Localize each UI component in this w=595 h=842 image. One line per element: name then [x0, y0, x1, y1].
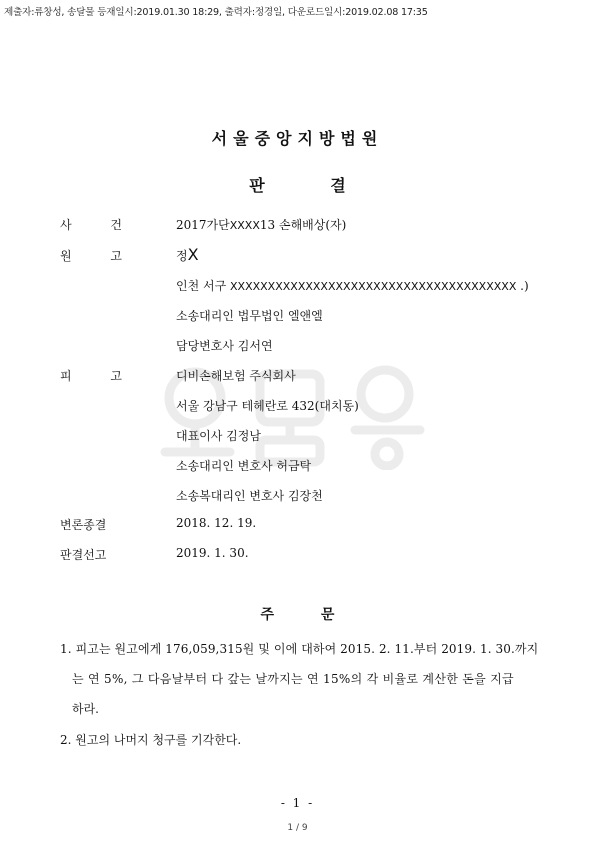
- case-label: 사 건: [60, 218, 122, 232]
- closing-date: 2018. 12. 19.: [176, 516, 257, 530]
- defendant-address: 서울 강남구 테헤란로 432(대치동): [176, 399, 359, 413]
- sentence-label: 판결선고: [60, 548, 107, 562]
- page-count: 1 / 9: [287, 823, 308, 833]
- plaintiff-name: [176, 245, 199, 264]
- closing-label: 변론종결: [60, 518, 107, 532]
- download-header: 제출자:류창성, 송달물 등재일시:2019.01.30 18:29, 출력자:정경일, 다운로드일시:2019.02.08 17:35: [4, 7, 428, 18]
- plaintiff-address-masked: XXXXXXXXXXXXXXXXXXXXXXXXXXXXXXXXXXXXXX: [230, 280, 517, 293]
- defendant-sub-attorney: 소송복대리인 변호사 김장천: [176, 489, 323, 503]
- order-item-1-line-2: 는 연 5%, 그 다음날부터 다 갚는 날까지는 연 15%의 각 비율로 계산한 돈을 지급: [72, 672, 514, 686]
- plaintiff-attorney: 소송대리인 법무법인 엘앤엘: [176, 309, 323, 323]
- defendant-name: 디비손해보험 주식회사: [176, 369, 296, 383]
- plaintiff-address-suffix: .): [516, 279, 529, 293]
- plaintiff-attorney-in-charge: 담당변호사 김서연: [176, 339, 273, 353]
- plaintiff-address-prefix: 인천 서구: [176, 279, 230, 293]
- court-name: 서울중앙지방법원: [211, 129, 384, 148]
- defendant-representative: 대표이사 김정남: [176, 429, 261, 443]
- document-title: 판 결: [249, 176, 346, 195]
- case-number: [176, 216, 346, 233]
- order-title: 주 문: [260, 607, 335, 623]
- order-item-2: 2. 원고의 나머지 청구를 기각한다.: [60, 733, 242, 747]
- order-item-1-line-3: 하라.: [72, 702, 99, 716]
- defendant-attorney: 소송대리인 변호사 허금탁: [176, 459, 312, 473]
- case-number-masked: XXXX: [229, 219, 260, 232]
- plaintiff-address: [176, 277, 529, 294]
- page-number: - 1 -: [280, 796, 315, 810]
- order-item-1-line-1: 1. 피고는 원고에게 176,059,315원 및 이에 대하여 2015. 2. 11.부터 2019. 1. 30.까지: [60, 642, 539, 656]
- plaintiff-label: 원 고: [60, 249, 122, 263]
- defendant-label: 피 고: [60, 369, 122, 383]
- sentence-date: 2019. 1. 30.: [176, 546, 249, 560]
- case-number-prefix: 2017가단: [176, 218, 230, 232]
- case-number-suffix: 13 손해배상(자): [259, 218, 347, 232]
- plaintiff-name-prefix: 정: [176, 249, 188, 263]
- plaintiff-name-masked: X: [187, 245, 199, 264]
